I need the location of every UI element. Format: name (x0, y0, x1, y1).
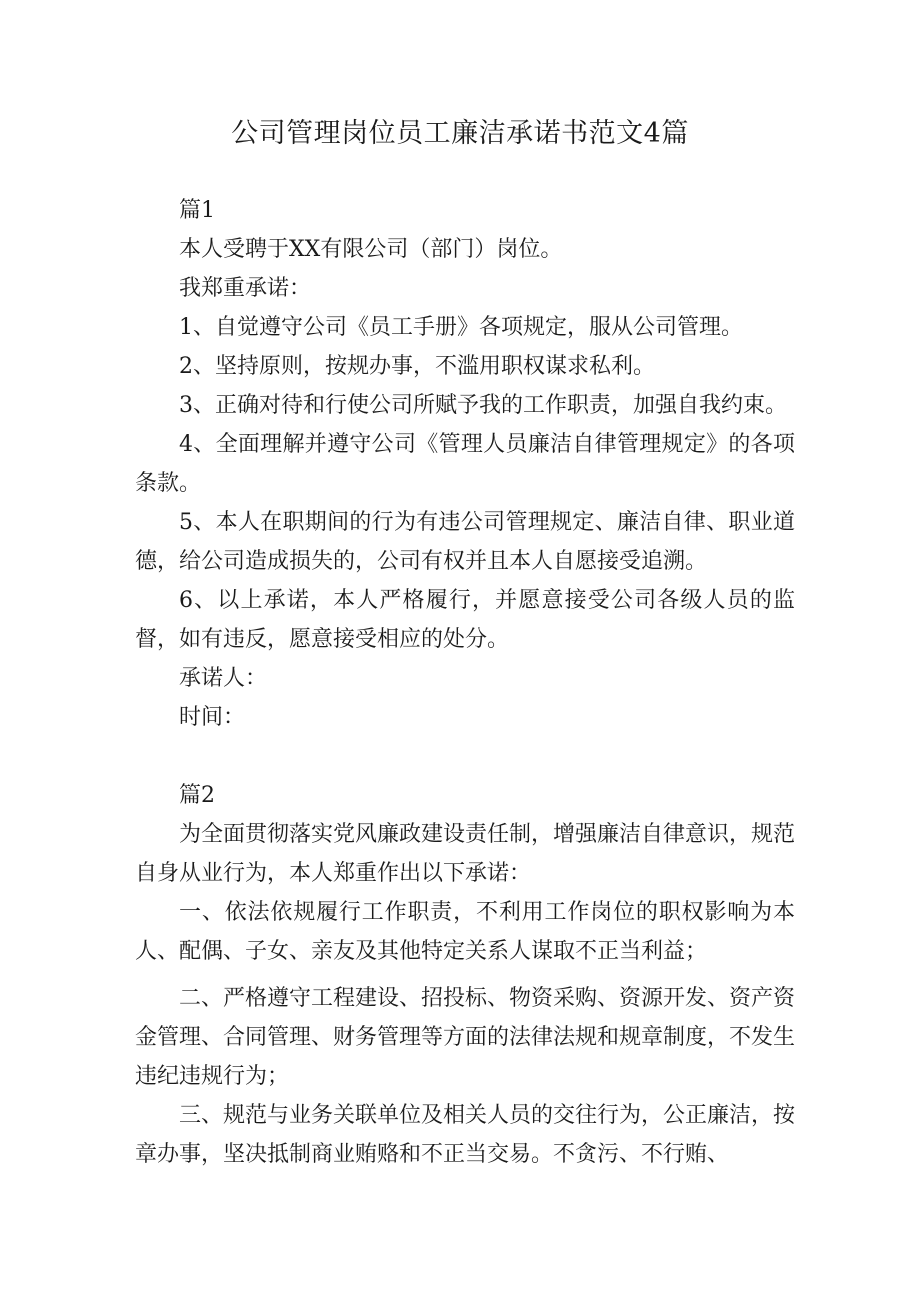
document-body (135, 191, 795, 1174)
paragraph: 三、规范与业务关联单位及相关人员的交往行为，公正廉洁，按章办事，坚决抵制商业贿赂和不正当交易。不贪污、不行贿、 (135, 1103, 796, 1167)
date-label: 时间： (179, 705, 246, 730)
section-heading: 篇2 (179, 783, 215, 808)
paragraph: 1、自觉遵守公司《员工手册》各项规定，服从公司管理。 (179, 315, 743, 340)
document-title: 公司管理岗位员工廉洁承诺书范文4篇 (231, 118, 689, 149)
section-heading: 篇1 (179, 198, 215, 223)
signer-label: 承诺人： (179, 666, 268, 691)
paragraph: 二、严格遵守工程建设、招投标、物资采购、资源开发、资产资金管理、合同管理、财务管理等方面的法律法规和规章制度，不发生违纪违规行为； (135, 986, 796, 1089)
paragraph: 4、全面理解并遵守公司《管理人员廉洁自律管理规定》的各项条款。 (135, 432, 795, 496)
paragraph-spacer (135, 971, 795, 979)
paragraph: 5、本人在职期间的行为有违公司管理规定、廉洁自律、职业道德，给公司造成损失的，公司有权并且本人自愿接受追溯。 (135, 510, 795, 574)
paragraph: 3、正确对待和行使公司所赋予我的工作职责，加强自我约束。 (179, 393, 787, 418)
section-spacer (135, 737, 795, 776)
paragraph: 一、依法依规履行工作职责，不利用工作岗位的职权影响为本人、配偶、子女、亲友及其他特定关系人谋取不正当利益； (135, 900, 795, 964)
paragraph: 我郑重承诺： (179, 276, 312, 301)
paragraph: 6、以上承诺，本人严格履行，并愿意接受公司各级人员的监督，如有违反，愿意接受相应的处分。 (135, 588, 795, 652)
paragraph: 本人受聘于XX有限公司（部门）岗位。 (179, 237, 563, 262)
paragraph: 为全面贯彻落实党风廉政建设责任制，增强廉洁自律意识，规范自身从业行为，本人郑重作出以下承诺： (135, 822, 796, 886)
paragraph: 2、坚持原则，按规办事，不滥用职权谋求私利。 (179, 354, 655, 379)
